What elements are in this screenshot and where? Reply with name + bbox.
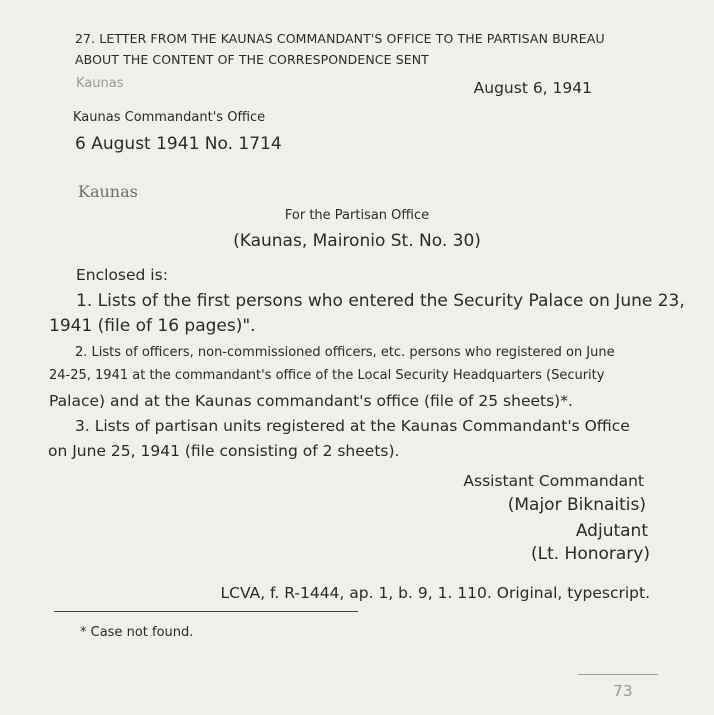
item-2-line-1: 2. Lists of officers, non-commissioned officers, etc. persons who registered on June: [75, 345, 615, 360]
footnote-divider: [54, 611, 358, 612]
signature-title-2: Adjutant: [575, 521, 648, 541]
sender-office: Kaunas Commandant's Office: [73, 110, 266, 125]
item-3-line-1: 3. Lists of partisan units registered at the Kaunas Commandant's Office: [75, 417, 630, 435]
item-1-line-2: 1941 (file of 16 pages)".: [49, 316, 256, 336]
item-3-line-2: on June 25, 1941 (file consisting of 2 sheets).: [48, 442, 400, 460]
signature-title-1: Assistant Commandant: [463, 472, 644, 490]
footnote: * Case not found.: [80, 625, 194, 640]
signature-name-1: (Major Biknaitis): [507, 495, 646, 515]
heading-line-1: 27. LETTER FROM THE KAUNAS COMMANDANT'S OFFICE TO THE PARTISAN BUREAU: [75, 31, 605, 46]
sender-date-number: 6 August 1941 No. 1714: [75, 134, 282, 154]
item-2-line-3: Palace) and at the Kaunas commandant's office (file of 25 sheets)*.: [49, 392, 573, 410]
place-top: Kaunas: [76, 76, 124, 91]
recipient-address: (Kaunas, Maironio St. No. 30): [233, 231, 481, 251]
sender-place-stamp: Kaunas: [78, 182, 138, 201]
page-number-rule: [578, 674, 658, 675]
archival-source: LCVA, f. R-1444, ap. 1, b. 9, 1. 110. Original, typescript.: [220, 584, 650, 602]
heading-line-2: ABOUT THE CONTENT OF THE CORRESPONDENCE SENT: [75, 52, 429, 67]
page-number: 73: [613, 682, 633, 700]
date-top: August 6, 1941: [473, 79, 592, 97]
enclosed-label: Enclosed is:: [76, 266, 168, 284]
recipient-office: For the Partisan Office: [284, 208, 430, 223]
item-1-line-1: 1. Lists of the first persons who entered the Security Palace on June 23,: [76, 291, 685, 311]
signature-name-2: (Lt. Honorary): [530, 544, 650, 564]
item-2-line-2: 24-25, 1941 at the commandant's office of the Local Security Headquarters (Security: [49, 368, 605, 383]
